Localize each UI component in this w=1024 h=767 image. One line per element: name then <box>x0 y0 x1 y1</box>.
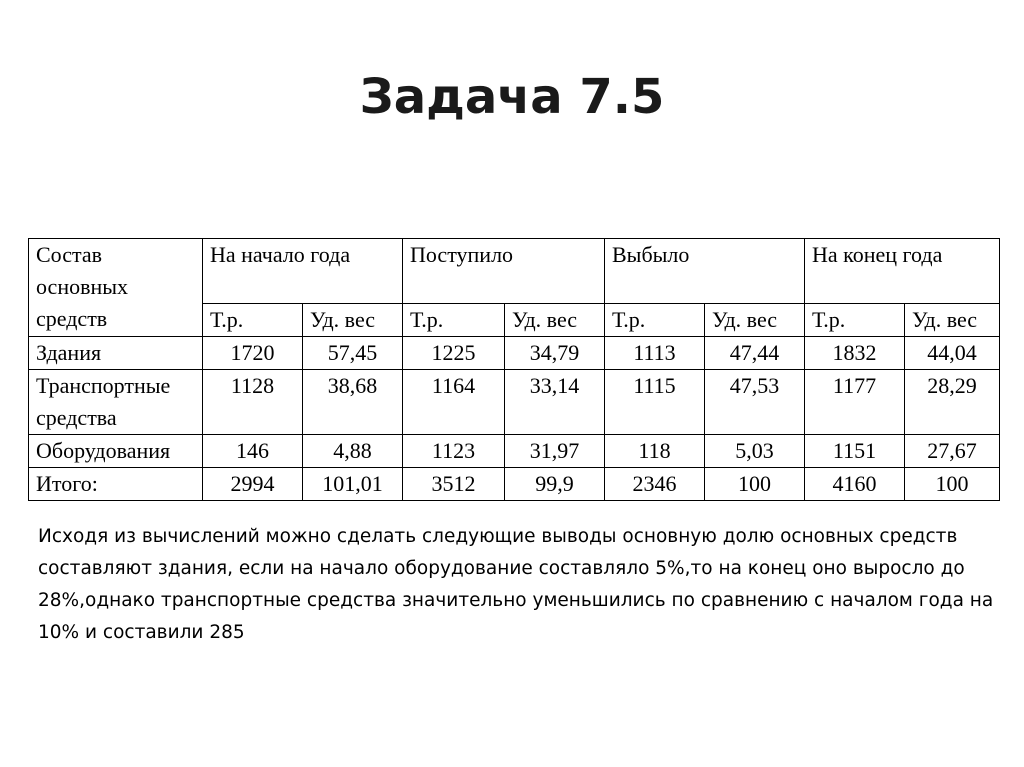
row-label: Итого: <box>29 468 203 501</box>
table-cell: 101,01 <box>303 468 403 501</box>
row-label: Транспортные средства <box>29 370 203 435</box>
table-cell: 4,88 <box>303 435 403 468</box>
row-label: Оборудования <box>29 435 203 468</box>
table-cell: 2346 <box>605 468 705 501</box>
subheader-cell: Т.р. <box>403 304 505 337</box>
table-cell: 118 <box>605 435 705 468</box>
subheader-cell: Т.р. <box>605 304 705 337</box>
table-cell: 44,04 <box>905 337 1000 370</box>
page-title: Задача 7.5 <box>359 69 665 125</box>
table-cell: 1225 <box>403 337 505 370</box>
group-header-end-of-year: На конец года <box>805 239 1000 304</box>
row-header-cell: Состав основных средств <box>29 239 203 337</box>
table-cell: 47,44 <box>705 337 805 370</box>
table-cell: 33,14 <box>505 370 605 435</box>
conclusion-text: Исходя из вычислений можно сделать следующие выводы основную долю основных средств составляют здания, если на начало оборудование составляло 5%,то на конец оно выросло до 28%,однако транспортные средства значительно уменьшились по сравнению с началом года на 10% и составили 285 <box>38 526 994 643</box>
table-row <box>29 337 1000 370</box>
fixed-assets-table <box>28 238 1000 501</box>
table-cell: 5,03 <box>705 435 805 468</box>
table-cell: 2994 <box>203 468 303 501</box>
table-cell: 27,67 <box>905 435 1000 468</box>
group-header-start-of-year: На начало года <box>203 239 403 304</box>
table-cell: 1164 <box>403 370 505 435</box>
table-cell: 1123 <box>403 435 505 468</box>
subheader-cell: Уд. вес <box>505 304 605 337</box>
table-row <box>29 370 1000 435</box>
subheader-cell: Уд. вес <box>705 304 805 337</box>
table-cell: 4160 <box>805 468 905 501</box>
table-cell: 1151 <box>805 435 905 468</box>
table-cell: 1177 <box>805 370 905 435</box>
table-cell: 47,53 <box>705 370 805 435</box>
table-cell: 57,45 <box>303 337 403 370</box>
table-row-total <box>29 468 1000 501</box>
table-cell: 1720 <box>203 337 303 370</box>
group-header-received: Поступило <box>403 239 605 304</box>
table-header-row <box>29 239 1000 304</box>
table-cell: 1113 <box>605 337 705 370</box>
table-cell: 99,9 <box>505 468 605 501</box>
row-label: Здания <box>29 337 203 370</box>
table-cell: 100 <box>905 468 1000 501</box>
table-cell: 28,29 <box>905 370 1000 435</box>
table-cell: 3512 <box>403 468 505 501</box>
table-cell: 1128 <box>203 370 303 435</box>
subheader-cell: Т.р. <box>203 304 303 337</box>
subheader-cell: Уд. вес <box>303 304 403 337</box>
table-cell: 34,79 <box>505 337 605 370</box>
table-cell: 146 <box>203 435 303 468</box>
table-cell: 1832 <box>805 337 905 370</box>
table-cell: 100 <box>705 468 805 501</box>
subheader-cell: Уд. вес <box>905 304 1000 337</box>
table-cell: 1115 <box>605 370 705 435</box>
table-row <box>29 435 1000 468</box>
table-cell: 31,97 <box>505 435 605 468</box>
subheader-cell: Т.р. <box>805 304 905 337</box>
group-header-disposed: Выбыло <box>605 239 805 304</box>
table-cell: 38,68 <box>303 370 403 435</box>
